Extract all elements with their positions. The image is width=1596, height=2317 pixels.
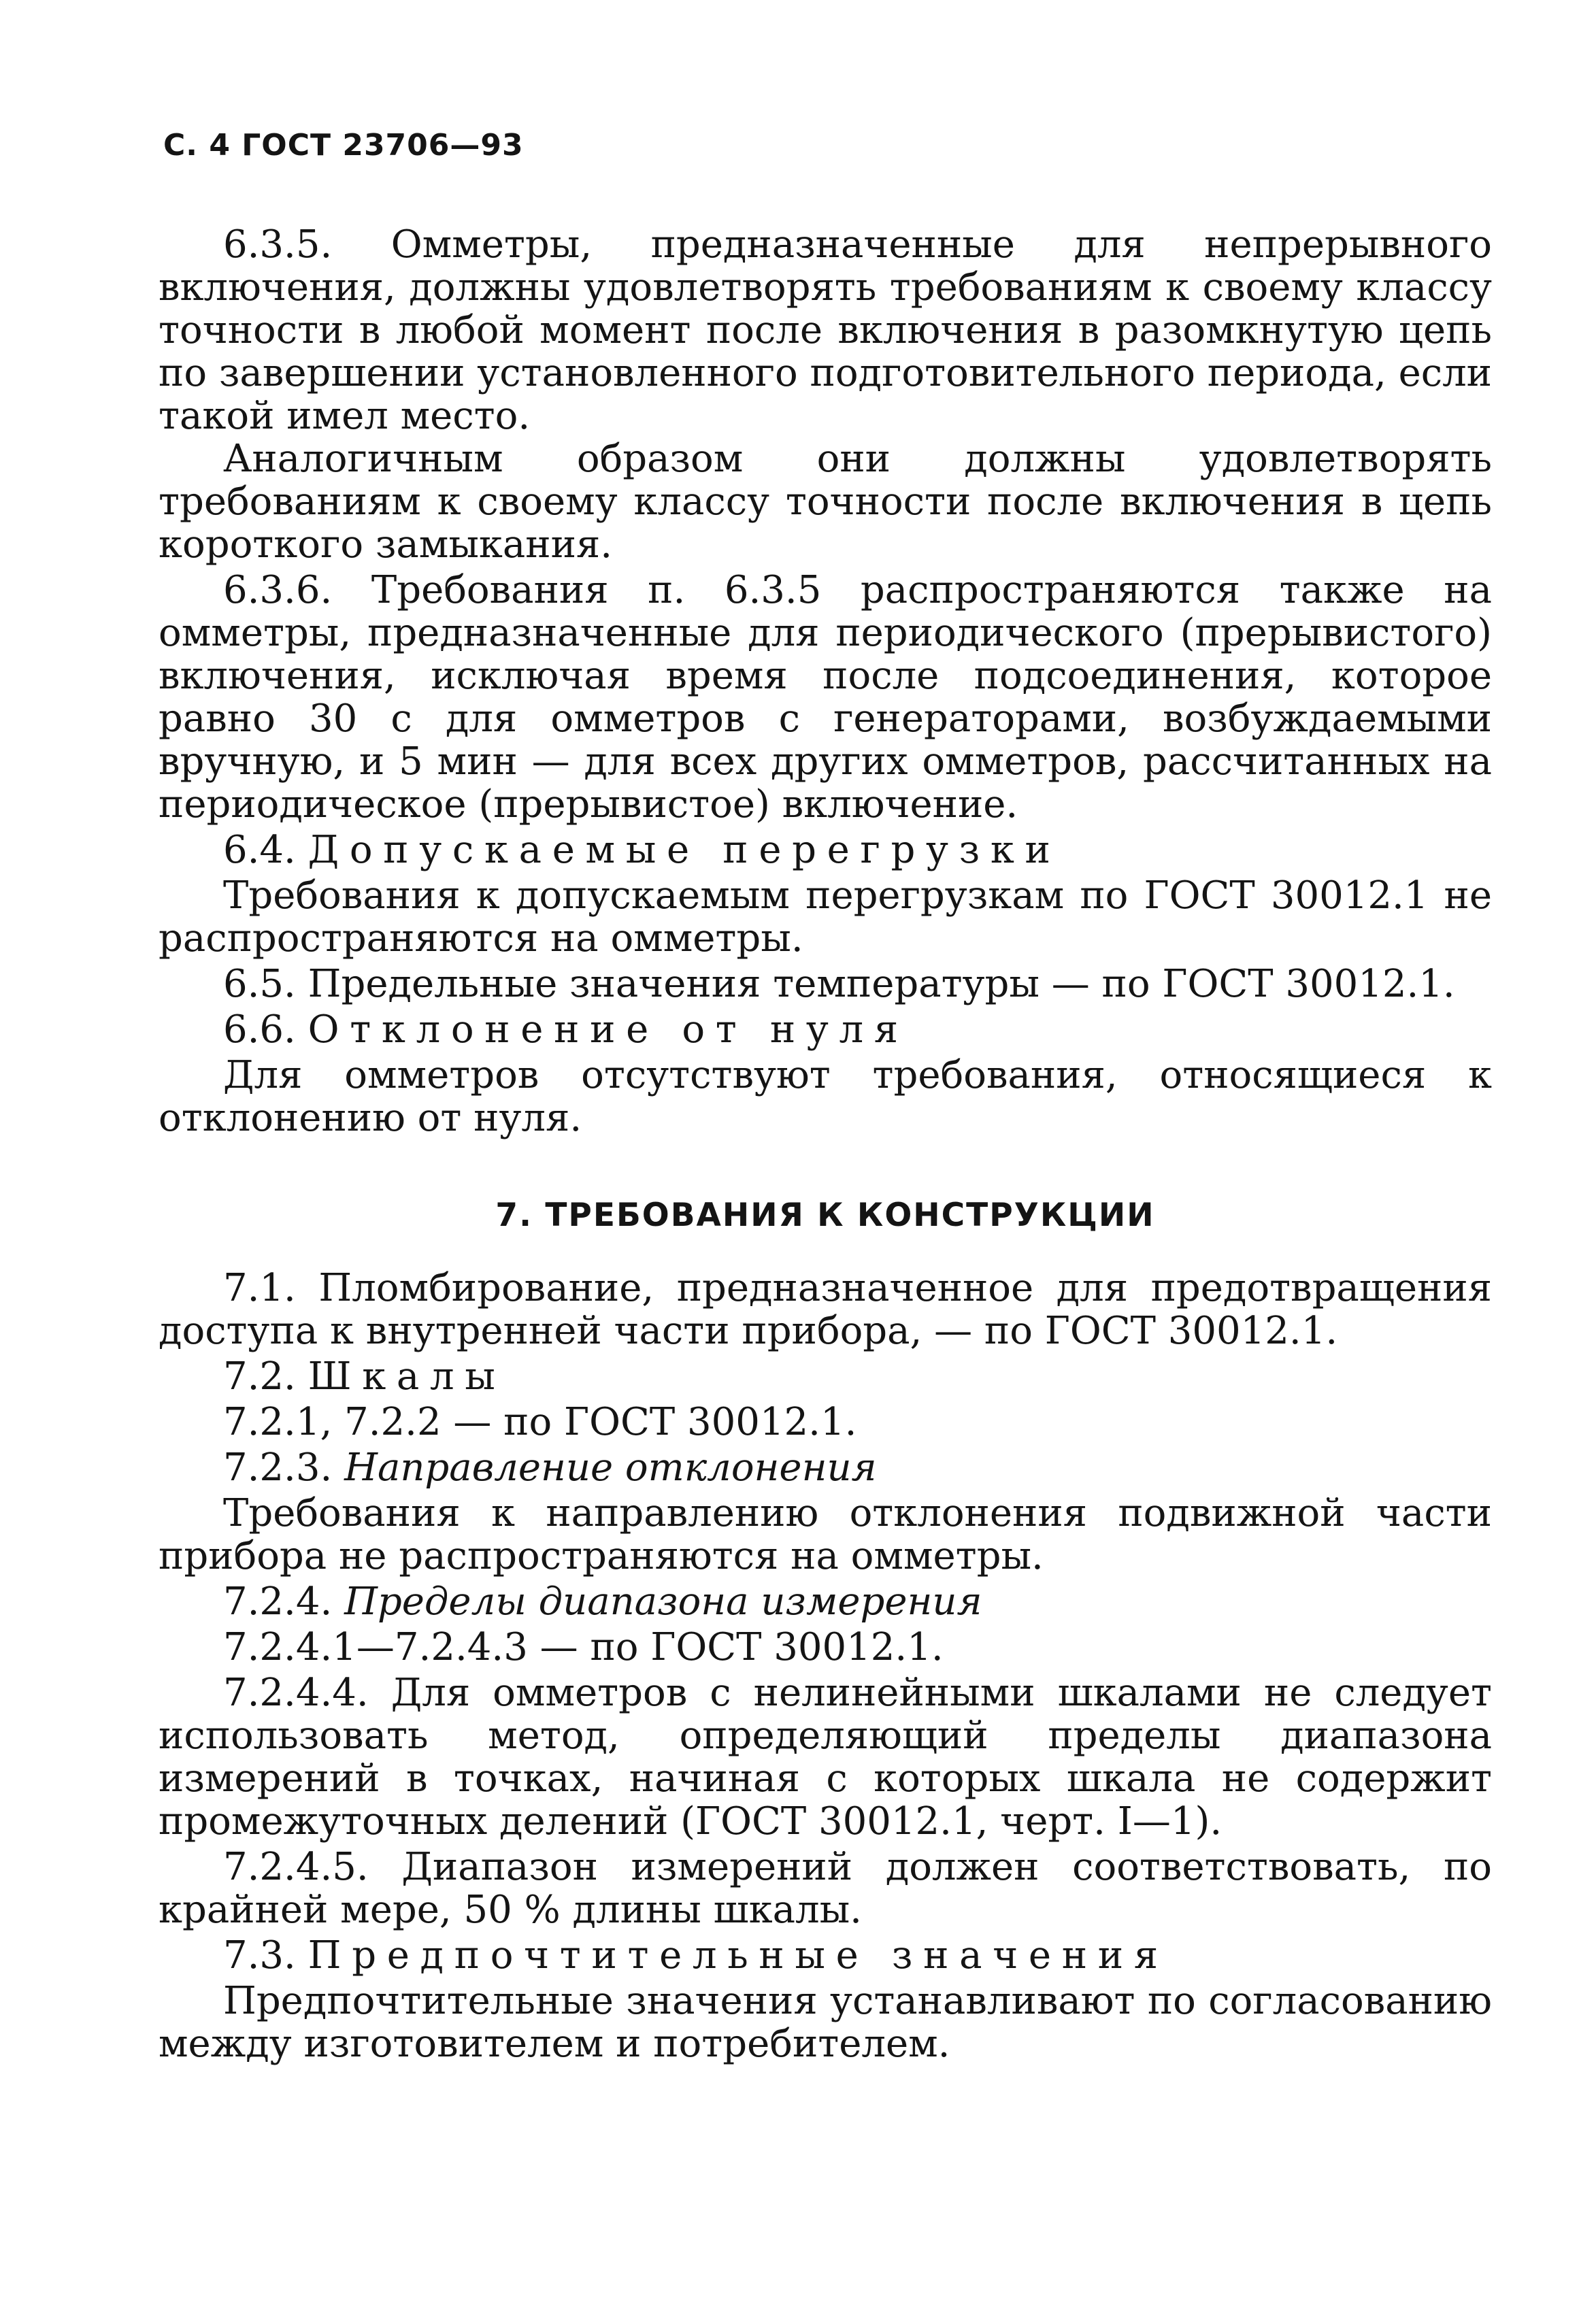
paragraph-6-3-5-continued: Аналогичным образом они должны удовлетворять требованиям к своему классу точности после включения в цепь короткого замыкания. — [159, 437, 1492, 567]
paragraph-6-3-5: 6.3.5. Омметры, предназначенные для непрерывного включения, должны удовлетворять требованиям к своему классу точности в любой момент после включения в разомкнутую цепь по завершении установленного подготовительного периода, если такой имел место. — [159, 222, 1492, 438]
heading-7-2-3-number: 7.2.3. — [223, 1446, 333, 1490]
document-body — [159, 223, 1492, 2068]
paragraph-6-6: Для омметров отсутствуют требования, относящиеся к отклонению от нуля. — [159, 1053, 1492, 1140]
heading-6-6-number: 6.6. — [223, 1007, 296, 1052]
paragraph-6-5: 6.5. Предельные значения температуры — по ГОСТ 30012.1. — [223, 962, 1455, 1006]
heading-6-4-title: Допускаемые перегрузки — [307, 828, 1061, 872]
heading-7-2-title: Шкалы — [307, 1354, 506, 1399]
heading-7-2-4-title: Пределы диапазона измерения — [344, 1580, 982, 1624]
heading-7-2-4-number: 7.2.4. — [223, 1580, 333, 1624]
page-header: С. 4 ГОСТ 23706—93 — [163, 128, 524, 163]
paragraph-7-2-4-4: 7.2.4.4. Для омметров с нелинейными шкалами не следует использовать метод, определяющий пределы диапазона измерений в точках, начиная с которых шкала не содержит промежуточных делений (ГОСТ 30012.1, черт. I—1). — [159, 1671, 1492, 1844]
paragraph-7-3: Предпочтительные значения устанавливают по согласованию между изготовителем и потребителем. — [159, 1979, 1492, 2066]
heading-6-4 — [159, 829, 1492, 871]
heading-7-3-number: 7.3. — [223, 1933, 296, 1978]
heading-6-4-number: 6.4. — [223, 828, 296, 872]
heading-7-2-3 — [159, 1446, 1492, 1489]
heading-7-3 — [159, 1934, 1492, 1977]
paragraph-7-2-1: 7.2.1, 7.2.2 — по ГОСТ 30012.1. — [223, 1400, 857, 1444]
paragraph-6-3-6: 6.3.6. Требования п. 6.3.5 распространяются также на омметры, предназначенные для периодического (прерывистого) включения, исключая время после подсоединения, которое равно 30 с для омметров с генераторами, возбуждаемыми вручную, и 5 мин — для всех других омметров, рассчитанных на периодическое (прерывистое) включение. — [159, 568, 1492, 827]
heading-7-3-title: Предпочтительные значения — [307, 1933, 1169, 1978]
heading-6-6 — [159, 1008, 1492, 1051]
heading-6-6-title: Отклонение от нуля — [307, 1007, 909, 1052]
paragraph-7-2-3: Требования к направлению отклонения подвижной части прибора не распространяются на омметры. — [159, 1491, 1492, 1578]
heading-7-2-3-title: Направление отклонения — [344, 1446, 877, 1490]
paragraph-7-1: 7.1. Пломбирование, предназначенное для предотвращения доступа к внутренней части прибора, — по ГОСТ 30012.1. — [159, 1266, 1492, 1353]
heading-7-2 — [159, 1355, 1492, 1398]
paragraph-7-2-4-5: 7.2.4.5. Диапазон измерений должен соответствовать, по крайней мере, 50 % длины шкалы. — [159, 1845, 1492, 1932]
section-7-title: 7. ТРЕБОВАНИЯ К КОНСТРУКЦИИ — [495, 1197, 1155, 1234]
heading-7-2-number: 7.2. — [223, 1354, 296, 1399]
heading-7-2-4 — [159, 1580, 1492, 1623]
paragraph-7-2-4-1: 7.2.4.1—7.2.4.3 — по ГОСТ 30012.1. — [223, 1625, 944, 1669]
paragraph-6-4: Требования к допускаемым перегрузкам по ГОСТ 30012.1 не распространяются на омметры. — [159, 873, 1492, 961]
